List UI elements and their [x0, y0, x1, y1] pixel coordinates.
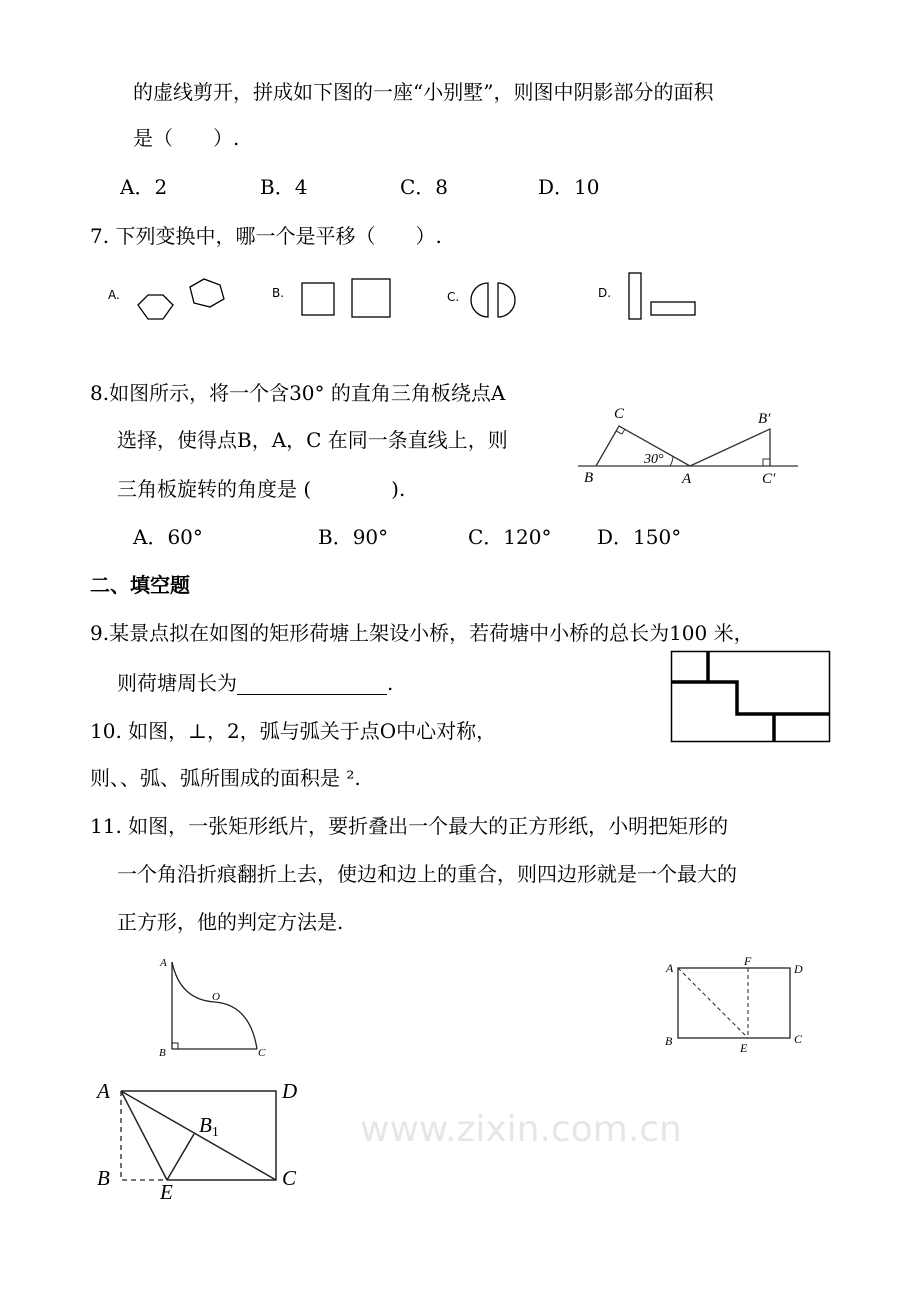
q9-line1: 9.某景点拟在如图的矩形荷塘上架设小桥，若荷塘中小桥的总长为100 米， — [90, 621, 754, 645]
q7-label-a: A. — [108, 288, 120, 302]
label-b: B — [97, 1166, 110, 1190]
label-d: D — [282, 1079, 298, 1103]
label-f: F — [744, 954, 752, 968]
hexagon-a1 — [138, 295, 173, 319]
q8-line2: 选择，使得点B，A，C 在同一条直线上，则 — [117, 428, 508, 452]
square-b2 — [352, 279, 390, 317]
q10-arc-figure — [150, 950, 280, 1062]
q11-line1: 11. 如图，一张矩形纸片，要折叠出一个最大的正方形纸，小明把矩形的 — [90, 814, 729, 838]
q8-option-d: D．150° — [597, 525, 682, 549]
label-c: C — [282, 1166, 297, 1190]
label-c-prime: C′ — [762, 471, 776, 487]
q6-line1: 的虚线剪开，拼成如下图的一座“小别墅”，则图中阴影部分的面积 — [133, 80, 714, 104]
label-b1: B1 — [199, 1113, 219, 1140]
label-b-prime: B′ — [758, 411, 771, 427]
q8-option-c: C．120° — [468, 525, 552, 549]
label-b: B — [159, 1047, 166, 1059]
q10-line2: 则、、弧、弧所围成的面积是 ². — [90, 766, 361, 790]
label-b: B — [665, 1034, 673, 1048]
label-a: A — [97, 1079, 110, 1103]
q6-option-c: C．8 — [400, 175, 449, 199]
label-c: C — [794, 1032, 803, 1046]
q7-label-b: B. — [272, 286, 285, 300]
q8-triangle-figure — [570, 395, 820, 490]
rect-d2 — [651, 302, 695, 315]
q9-text: 则荷塘周长为 — [117, 671, 237, 695]
q6-option-a: A．2 — [120, 175, 168, 199]
label-a: A — [666, 961, 674, 975]
q6-option-b: B．4 — [260, 175, 308, 199]
label-d: D — [794, 962, 803, 976]
q7-stem: 7. 下列变换中，哪一个是平移（ ）. — [90, 224, 442, 248]
label-a: A — [682, 471, 692, 487]
q9-period: . — [387, 671, 394, 695]
q8-option-a: A．60° — [133, 525, 203, 549]
label-c: C — [614, 406, 625, 422]
label-e: E — [740, 1041, 748, 1055]
q11-line2: 一个角沿折痕翻折上去，使边和边上的重合，则四边形就是一个最大的 — [117, 862, 737, 886]
label-b: B — [584, 470, 594, 486]
label-e: E — [160, 1180, 173, 1202]
fold-rectangle-figure — [95, 1070, 310, 1202]
q6-line2: 是（ ）. — [133, 126, 240, 150]
semicircle-c2 — [498, 283, 515, 317]
semicircle-c1 — [471, 283, 488, 317]
q9-answer-blank — [237, 676, 387, 695]
hexagon-a2 — [190, 279, 224, 307]
q11-fold-figure — [660, 950, 820, 1055]
q11-line3: 正方形，他的判定方法是. — [117, 910, 344, 934]
q9-line2 — [117, 671, 393, 695]
q7-label-d: D. — [598, 286, 612, 300]
q9-pond-figure — [670, 650, 832, 744]
q6-option-d: D．10 — [538, 175, 600, 199]
q8-line3: 三角板旋转的角度是 ( ). — [117, 477, 406, 501]
section-heading: 二、填空题 — [90, 573, 190, 597]
q10-line1: 10. 如图，⊥，2，弧与弧关于点O中心对称， — [90, 719, 497, 743]
watermark: www.zixin.com.cn — [360, 1109, 682, 1150]
rect-d1 — [629, 273, 641, 319]
label-o: O — [212, 991, 220, 1003]
q7-label-c: C. — [447, 290, 460, 304]
label-angle: 30° — [644, 452, 664, 467]
label-a: A — [160, 957, 167, 969]
label-c: C — [258, 1047, 266, 1059]
q8-line1: 8.如图所示，将一个含30° 的直角三角板绕点A — [90, 381, 506, 405]
q8-option-b: B．90° — [318, 525, 389, 549]
square-b1 — [302, 283, 334, 315]
q7-figures — [100, 265, 720, 330]
